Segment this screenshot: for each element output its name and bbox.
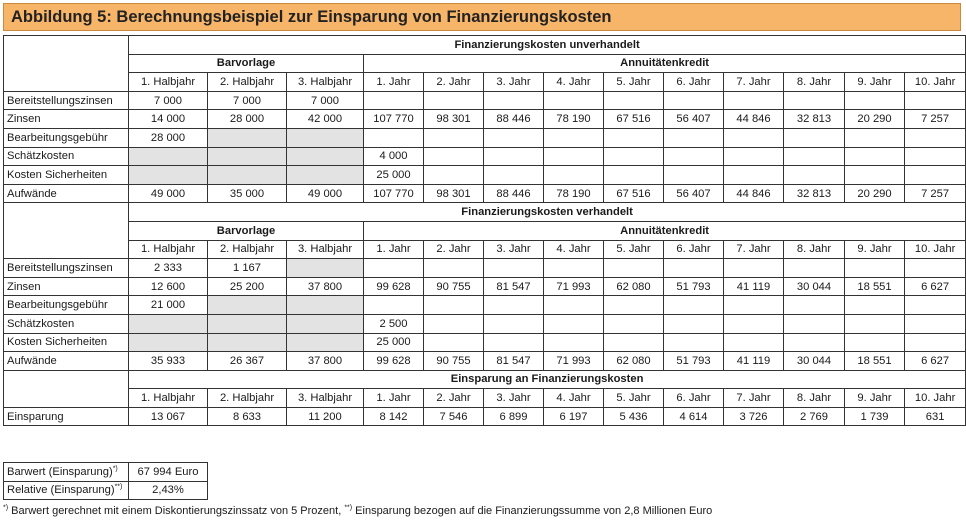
value-cell: 28 000 — [129, 128, 208, 147]
value-cell — [364, 128, 424, 147]
value-cell — [845, 128, 905, 147]
value-cell: 37 800 — [287, 352, 364, 371]
column-header: 2. Jahr — [424, 240, 484, 259]
value-cell: 25 000 — [364, 166, 424, 185]
column-header: 1. Halbjahr — [129, 240, 208, 259]
value-cell: 2 500 — [364, 314, 424, 333]
value-cell: 3 726 — [724, 407, 784, 426]
value-cell — [484, 128, 544, 147]
value-cell — [544, 333, 604, 352]
value-cell: 13 067 — [129, 407, 208, 426]
value-cell — [845, 259, 905, 278]
value-cell: 6 627 — [905, 277, 966, 296]
column-header: 8. Jahr — [784, 73, 845, 92]
column-header: 10. Jahr — [905, 389, 966, 408]
table-row — [4, 110, 966, 129]
column-header: 1. Jahr — [364, 389, 424, 408]
value-cell — [484, 259, 544, 278]
value-cell: 28 000 — [208, 110, 287, 129]
value-cell: 11 200 — [287, 407, 364, 426]
column-header: 4. Jahr — [544, 73, 604, 92]
column-header: 8. Jahr — [784, 240, 845, 259]
table-row — [4, 91, 966, 110]
value-cell — [845, 314, 905, 333]
value-cell — [287, 314, 364, 333]
value-cell — [424, 296, 484, 315]
row-label: Zinsen — [4, 110, 129, 129]
value-cell: 67 516 — [604, 110, 664, 129]
value-cell: 67 516 — [604, 184, 664, 203]
section-title: Einsparung an Finanzierungskosten — [129, 370, 966, 389]
row-label: Aufwände — [4, 184, 129, 203]
value-cell: 90 755 — [424, 352, 484, 371]
value-cell — [724, 314, 784, 333]
value-cell: 51 793 — [664, 352, 724, 371]
value-cell: 14 000 — [129, 110, 208, 129]
value-cell — [544, 166, 604, 185]
value-cell — [845, 333, 905, 352]
value-cell: 8 633 — [208, 407, 287, 426]
value-cell — [784, 296, 845, 315]
value-cell: 42 000 — [287, 110, 364, 129]
column-header: 2. Jahr — [424, 389, 484, 408]
column-header: 1. Halbjahr — [129, 389, 208, 408]
value-cell — [664, 166, 724, 185]
column-header: 1. Halbjahr — [129, 73, 208, 92]
value-cell — [129, 314, 208, 333]
value-cell — [905, 128, 966, 147]
column-header: 6. Jahr — [664, 389, 724, 408]
value-cell: 56 407 — [664, 110, 724, 129]
corner-cell — [4, 370, 129, 407]
table-row — [4, 352, 966, 371]
table-row — [4, 259, 966, 278]
value-cell — [484, 296, 544, 315]
row-label: Aufwände — [4, 352, 129, 371]
value-cell: 5 436 — [604, 407, 664, 426]
value-cell — [544, 147, 604, 166]
value-cell: 98 301 — [424, 110, 484, 129]
value-cell: 20 290 — [845, 110, 905, 129]
value-cell: 12 600 — [129, 277, 208, 296]
column-header-row — [4, 73, 966, 92]
summary-table — [3, 462, 208, 500]
value-cell — [724, 147, 784, 166]
value-cell — [287, 147, 364, 166]
table-row — [4, 147, 966, 166]
value-cell — [604, 259, 664, 278]
column-header: 3. Jahr — [484, 73, 544, 92]
figure-title: Abbildung 5: Berechnungsbeispiel zur Einsparung von Finanzierungskosten — [3, 3, 961, 31]
column-header: 9. Jahr — [845, 240, 905, 259]
value-cell — [905, 147, 966, 166]
value-cell — [287, 128, 364, 147]
value-cell — [604, 147, 664, 166]
value-cell: 7 546 — [424, 407, 484, 426]
value-cell — [784, 128, 845, 147]
value-cell — [484, 147, 544, 166]
row-label: Kosten Sicherheiten — [4, 166, 129, 185]
value-cell — [484, 166, 544, 185]
value-cell — [604, 166, 664, 185]
group-header-annuitaetenkredit: Annuitätenkredit — [364, 54, 966, 73]
value-cell: 98 301 — [424, 184, 484, 203]
value-cell: 32 813 — [784, 184, 845, 203]
value-cell: 56 407 — [664, 184, 724, 203]
value-cell: 1 167 — [208, 259, 287, 278]
column-header: 10. Jahr — [905, 240, 966, 259]
column-header: 3. Jahr — [484, 389, 544, 408]
value-cell — [784, 259, 845, 278]
column-header: 7. Jahr — [724, 389, 784, 408]
value-cell — [424, 259, 484, 278]
cost-table — [3, 35, 966, 426]
corner-cell — [4, 36, 129, 92]
table-row — [4, 184, 966, 203]
value-cell — [664, 314, 724, 333]
value-cell: 18 551 — [845, 352, 905, 371]
value-cell: 49 000 — [129, 184, 208, 203]
value-cell: 41 119 — [724, 277, 784, 296]
value-cell — [364, 91, 424, 110]
group-header-barvorlage: Barvorlage — [129, 54, 364, 73]
section-title-row — [4, 36, 966, 55]
value-cell — [664, 333, 724, 352]
column-header: 3. Jahr — [484, 240, 544, 259]
section-title: Finanzierungskosten verhandelt — [129, 203, 966, 222]
value-cell — [724, 259, 784, 278]
summary-row-barwert — [4, 463, 208, 482]
value-cell — [208, 128, 287, 147]
value-cell — [604, 91, 664, 110]
value-cell — [724, 166, 784, 185]
value-cell: 88 446 — [484, 184, 544, 203]
column-header: 2. Jahr — [424, 73, 484, 92]
value-cell: 81 547 — [484, 352, 544, 371]
value-cell: 99 628 — [364, 277, 424, 296]
row-label: Einsparung — [4, 407, 129, 426]
section-title-row — [4, 203, 966, 222]
value-cell: 99 628 — [364, 352, 424, 371]
value-cell: 35 000 — [208, 184, 287, 203]
value-cell — [287, 333, 364, 352]
value-cell — [424, 166, 484, 185]
value-cell: 25 000 — [364, 333, 424, 352]
column-header: 3. Halbjahr — [287, 73, 364, 92]
value-cell: 37 800 — [287, 277, 364, 296]
value-cell: 4 614 — [664, 407, 724, 426]
value-cell: 6 197 — [544, 407, 604, 426]
value-cell — [905, 166, 966, 185]
table-row — [4, 333, 966, 352]
value-cell: 7 000 — [287, 91, 364, 110]
value-cell: 631 — [905, 407, 966, 426]
column-header: 9. Jahr — [845, 389, 905, 408]
summary-value: 67 994 Euro — [129, 463, 208, 482]
value-cell: 4 000 — [364, 147, 424, 166]
value-cell: 30 044 — [784, 352, 845, 371]
footnote: *) Barwert gerechnet mit einem Diskontierungszinssatz von 5 Prozent, **) Einsparung bezogen auf die Finanzierungssumme von 2,8 Millionen Euro — [3, 504, 713, 517]
row-label: Kosten Sicherheiten — [4, 333, 129, 352]
column-header: 7. Jahr — [724, 240, 784, 259]
group-header-row — [4, 54, 966, 73]
table-row — [4, 166, 966, 185]
value-cell: 62 080 — [604, 277, 664, 296]
value-cell — [287, 166, 364, 185]
summary-label: Relative (Einsparung)**) — [4, 481, 129, 500]
value-cell — [845, 166, 905, 185]
table-row — [4, 314, 966, 333]
row-label: Zinsen — [4, 277, 129, 296]
value-cell: 18 551 — [845, 277, 905, 296]
value-cell: 88 446 — [484, 110, 544, 129]
value-cell: 107 770 — [364, 184, 424, 203]
value-cell — [724, 296, 784, 315]
corner-cell — [4, 203, 129, 259]
value-cell: 7 257 — [905, 110, 966, 129]
value-cell — [724, 128, 784, 147]
value-cell: 51 793 — [664, 277, 724, 296]
value-cell — [208, 314, 287, 333]
value-cell: 1 739 — [845, 407, 905, 426]
value-cell: 32 813 — [784, 110, 845, 129]
column-header: 5. Jahr — [604, 73, 664, 92]
section-title-row — [4, 370, 966, 389]
table-row — [4, 407, 966, 426]
value-cell — [664, 128, 724, 147]
row-label: Schätzkosten — [4, 147, 129, 166]
group-header-annuitaetenkredit: Annuitätenkredit — [364, 221, 966, 240]
value-cell — [664, 147, 724, 166]
value-cell — [544, 296, 604, 315]
value-cell: 7 000 — [129, 91, 208, 110]
value-cell: 35 933 — [129, 352, 208, 371]
value-cell: 6 899 — [484, 407, 544, 426]
value-cell: 44 846 — [724, 184, 784, 203]
section-title: Finanzierungskosten unverhandelt — [129, 36, 966, 55]
value-cell — [905, 259, 966, 278]
value-cell — [784, 147, 845, 166]
value-cell: 71 993 — [544, 352, 604, 371]
column-header: 3. Halbjahr — [287, 240, 364, 259]
value-cell — [664, 296, 724, 315]
column-header: 4. Jahr — [544, 240, 604, 259]
value-cell — [664, 91, 724, 110]
value-cell — [129, 166, 208, 185]
summary-row-relative — [4, 481, 208, 500]
value-cell: 20 290 — [845, 184, 905, 203]
value-cell: 41 119 — [724, 352, 784, 371]
column-header: 9. Jahr — [845, 73, 905, 92]
value-cell: 26 367 — [208, 352, 287, 371]
value-cell — [424, 314, 484, 333]
value-cell: 8 142 — [364, 407, 424, 426]
value-cell — [208, 296, 287, 315]
column-header: 5. Jahr — [604, 240, 664, 259]
value-cell — [208, 333, 287, 352]
value-cell: 25 200 — [208, 277, 287, 296]
value-cell — [129, 333, 208, 352]
value-cell — [724, 91, 784, 110]
value-cell — [544, 259, 604, 278]
summary-value: 2,43% — [129, 481, 208, 500]
value-cell: 30 044 — [784, 277, 845, 296]
value-cell — [424, 128, 484, 147]
table-row — [4, 296, 966, 315]
value-cell — [287, 259, 364, 278]
value-cell: 78 190 — [544, 110, 604, 129]
column-header: 2. Halbjahr — [208, 389, 287, 408]
value-cell: 62 080 — [604, 352, 664, 371]
value-cell: 44 846 — [724, 110, 784, 129]
row-label: Bereitstellungszinsen — [4, 259, 129, 278]
value-cell — [905, 91, 966, 110]
summary-label: Barwert (Einsparung)*) — [4, 463, 129, 482]
value-cell — [604, 333, 664, 352]
value-cell — [364, 259, 424, 278]
value-cell — [424, 333, 484, 352]
column-header: 3. Halbjahr — [287, 389, 364, 408]
value-cell: 2 769 — [784, 407, 845, 426]
value-cell: 2 333 — [129, 259, 208, 278]
value-cell — [424, 91, 484, 110]
value-cell — [604, 296, 664, 315]
value-cell — [129, 147, 208, 166]
group-header-barvorlage: Barvorlage — [129, 221, 364, 240]
value-cell: 78 190 — [544, 184, 604, 203]
value-cell: 107 770 — [364, 110, 424, 129]
column-header: 8. Jahr — [784, 389, 845, 408]
column-header: 1. Jahr — [364, 240, 424, 259]
value-cell: 7 000 — [208, 91, 287, 110]
value-cell — [484, 333, 544, 352]
row-label: Bereitstellungszinsen — [4, 91, 129, 110]
value-cell — [845, 147, 905, 166]
value-cell — [604, 314, 664, 333]
value-cell — [544, 128, 604, 147]
value-cell — [784, 91, 845, 110]
value-cell — [544, 314, 604, 333]
row-label: Bearbeitungsgebühr — [4, 296, 129, 315]
value-cell — [664, 259, 724, 278]
value-cell: 7 257 — [905, 184, 966, 203]
group-header-row — [4, 221, 966, 240]
row-label: Bearbeitungsgebühr — [4, 128, 129, 147]
value-cell: 90 755 — [424, 277, 484, 296]
value-cell — [784, 166, 845, 185]
value-cell: 6 627 — [905, 352, 966, 371]
row-label: Schätzkosten — [4, 314, 129, 333]
value-cell — [724, 333, 784, 352]
value-cell: 71 993 — [544, 277, 604, 296]
value-cell — [484, 91, 544, 110]
value-cell — [424, 147, 484, 166]
value-cell — [905, 314, 966, 333]
column-header: 2. Halbjahr — [208, 240, 287, 259]
value-cell: 21 000 — [129, 296, 208, 315]
value-cell — [208, 147, 287, 166]
table-row — [4, 128, 966, 147]
column-header: 4. Jahr — [544, 389, 604, 408]
value-cell — [845, 91, 905, 110]
value-cell — [784, 333, 845, 352]
column-header: 1. Jahr — [364, 73, 424, 92]
value-cell — [287, 296, 364, 315]
column-header: 5. Jahr — [604, 389, 664, 408]
value-cell — [845, 296, 905, 315]
value-cell — [784, 314, 845, 333]
column-header: 10. Jahr — [905, 73, 966, 92]
column-header: 6. Jahr — [664, 73, 724, 92]
column-header: 7. Jahr — [724, 73, 784, 92]
column-header-row — [4, 240, 966, 259]
value-cell — [484, 314, 544, 333]
value-cell — [604, 128, 664, 147]
value-cell — [905, 333, 966, 352]
value-cell: 81 547 — [484, 277, 544, 296]
column-header: 2. Halbjahr — [208, 73, 287, 92]
table-row — [4, 277, 966, 296]
value-cell: 49 000 — [287, 184, 364, 203]
column-header: 6. Jahr — [664, 240, 724, 259]
value-cell — [364, 296, 424, 315]
value-cell — [905, 296, 966, 315]
value-cell — [208, 166, 287, 185]
value-cell — [544, 91, 604, 110]
column-header-row — [4, 389, 966, 408]
